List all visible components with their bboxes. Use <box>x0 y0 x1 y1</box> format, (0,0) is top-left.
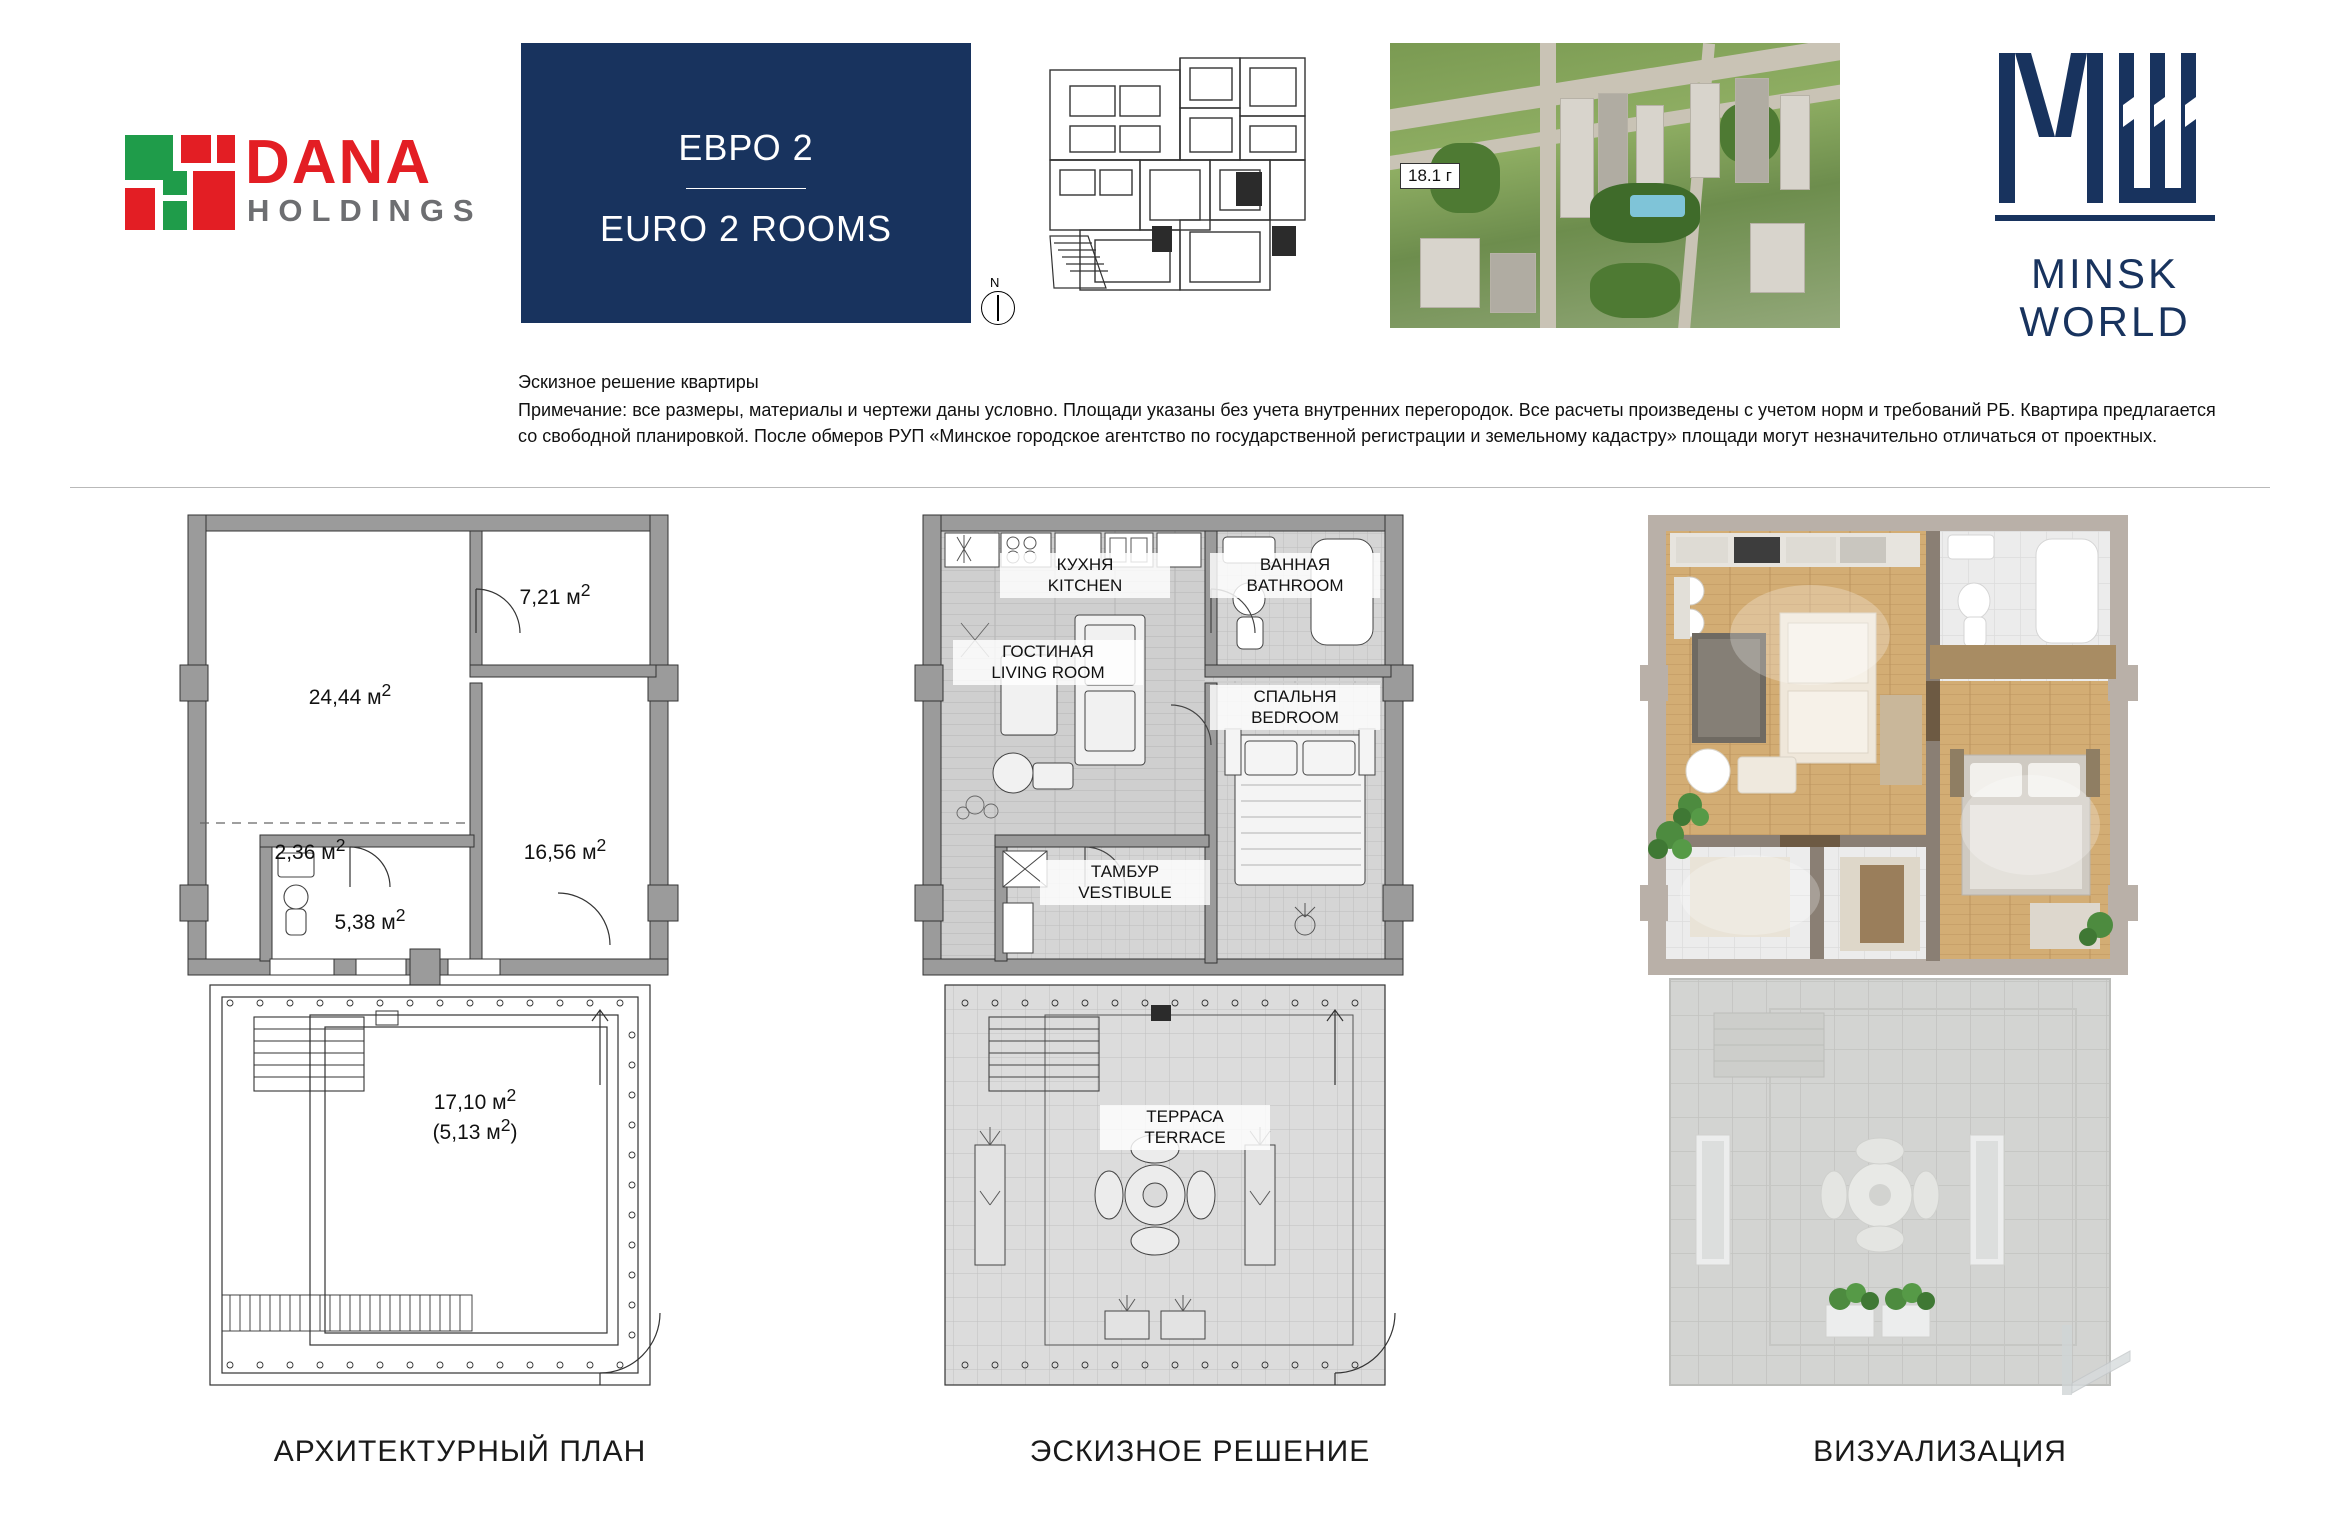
visualization-panel <box>1630 505 2190 1395</box>
architectural-plan-panel <box>170 505 730 1395</box>
sketch-solution-panel <box>905 505 1465 1395</box>
disclaimer-body: Примечание: все размеры, материалы и чертежи даны условно. Площади указаны без учета внутренних перегородок. Все расчеты произведены с учетом норм и требований РБ. Квартира предлагается со свободной планировкой. После обмеров РУП «Минское городское агентство по государственной регистрации и земельному кадастру» площади могут незначительно отличаться от проектных. <box>518 400 2216 447</box>
room-bathroom <box>1210 553 1380 598</box>
room-kitchen-en: KITCHEN <box>1047 576 1123 596</box>
room-living <box>953 640 1143 685</box>
dana-subtitle: HOLDINGS <box>247 193 483 228</box>
dana-holdings-logo <box>125 125 495 235</box>
apartment-type-en: EURO 2 ROOMS <box>599 208 893 249</box>
room-vestibule <box>1040 860 1210 905</box>
room-terrace-ru: ТЕРРАСА <box>1146 1107 1224 1126</box>
apartment-type-box <box>521 43 971 323</box>
room-vestibule-en: VESTIBULE <box>1078 883 1172 903</box>
room-living-en: LIVING ROOM <box>991 663 1105 683</box>
room-kitchen-ru: КУХНЯ <box>1056 555 1114 574</box>
building-key-plan <box>1040 40 1330 320</box>
compass-icon: N <box>975 275 1021 335</box>
header-divider <box>70 487 2270 488</box>
room-bedroom-ru: СПАЛЬНЯ <box>1253 687 1337 706</box>
aerial-site-photo <box>1390 43 1840 328</box>
disclaimer-heading: Эскизное решение квартиры <box>518 372 759 392</box>
area-bedroom: 16,56 $м^2$ <box>523 835 607 864</box>
area-terrace-alt: (5,13 $м^2$) <box>432 1115 518 1144</box>
area-living: 24,44 $м^2$ <box>308 680 392 709</box>
apartment-type-ru: ЕВРО 2 <box>678 127 814 168</box>
room-terrace-en: TERRACE <box>1144 1128 1226 1148</box>
room-bathroom-ru: ВАННАЯ <box>1259 555 1331 574</box>
mw-wordmark: MINSK WORLD <box>2019 250 2191 345</box>
room-bathroom-en: BATHROOM <box>1246 576 1344 596</box>
room-living-ru: ГОСТИНАЯ <box>1002 642 1094 661</box>
room-bedroom-en: BEDROOM <box>1251 708 1339 728</box>
area-terrace: 17,10 $м^2$ <box>433 1085 517 1114</box>
caption-visualization: ВИЗУАЛИЗАЦИЯ <box>1813 1435 2067 1468</box>
caption-sketch-solution: ЭСКИЗНОЕ РЕШЕНИЕ <box>1029 1435 1371 1468</box>
title-divider <box>686 188 806 189</box>
caption-architectural-plan: АРХИТЕКТУРНЫЙ ПЛАН <box>273 1435 647 1468</box>
dana-squares-icon <box>125 135 235 230</box>
room-terrace <box>1100 1105 1270 1150</box>
area-bathroom: 5,38 $м^2$ <box>334 905 406 934</box>
minsk-world-logo <box>1940 45 2270 345</box>
room-vestibule-ru: ТАМБУР <box>1090 862 1160 881</box>
dana-wordmark: DANA <box>245 128 433 197</box>
aerial-badge: 18.1 г <box>1400 163 1460 189</box>
disclaimer-block <box>518 372 2218 449</box>
page-header <box>0 0 2338 447</box>
room-kitchen <box>1000 553 1170 598</box>
room-bedroom <box>1210 685 1380 730</box>
area-kitchen: 7,21 $м^2$ <box>519 580 591 609</box>
mw-monogram-icon <box>1995 45 2215 235</box>
area-hall: 2,36 $м^2$ <box>274 835 346 864</box>
